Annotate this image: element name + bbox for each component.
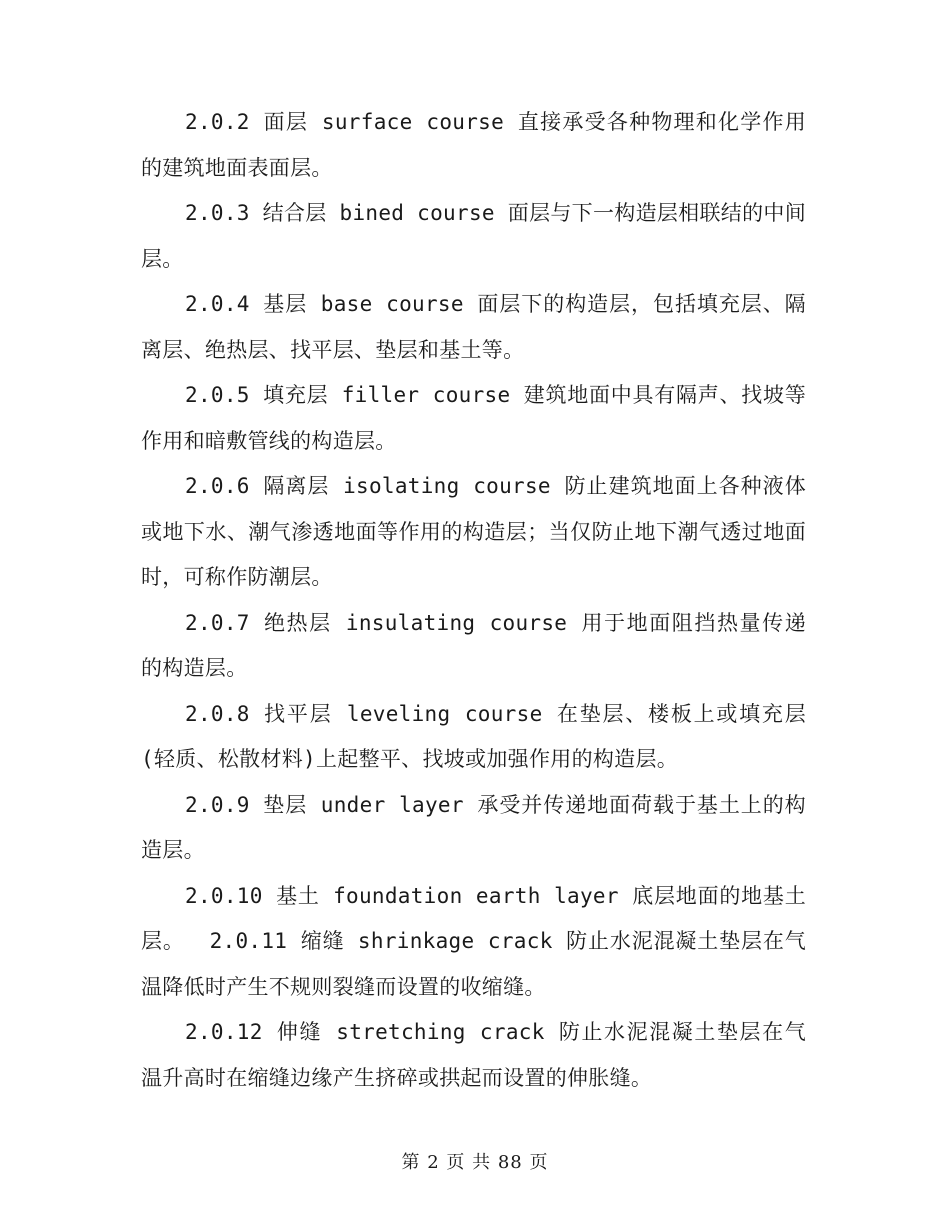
- paragraph-2-0-2: 2.0.2 面层 surface course 直接承受各种物理和化学作用的建筑地面表面层。: [141, 110, 806, 180]
- paragraph-2-0-4: 2.0.4 基层 base course 面层下的构造层，包括填充层、隔离层、绝热层、找平层、垫层和基土等。: [141, 292, 806, 362]
- paragraph-2-0-6: 2.0.6 隔离层 isolating course 防止建筑地面上各种液体或地下水、潮气渗透地面等作用的构造层；当仅防止地下潮气透过地面时，可称作防潮层。: [141, 474, 806, 589]
- paragraph-2-0-10: 2.0.10 基土 foundation earth layer 底层地面的地基土层。 2.0.11 缩缝 shrinkage crack 防止水泥混凝土垫层在气温降低时产生不规则裂缝而设置的收缩缝。: [141, 883, 806, 999]
- paragraph-2-0-9: 2.0.9 垫层 under layer 承受并传递地面荷载于基土上的构造层。: [141, 792, 806, 862]
- paragraph-2-0-7: 2.0.7 绝热层 insulating course 用于地面阻挡热量传递的构造层。: [141, 610, 806, 680]
- paragraph-2-0-3: 2.0.3 结合层 bined course 面层与下一构造层相联结的中间层。: [141, 201, 806, 271]
- document-body: [141, 100, 806, 1101]
- paragraph-2-0-8: 2.0.8 找平层 leveling course 在垫层、楼板上或填充层(轻质、松散材料)上起整平、找坡或加强作用的构造层。: [141, 701, 806, 771]
- paragraph-2-0-5: 2.0.5 填充层 filler course 建筑地面中具有隔声、找坡等作用和暗敷管线的构造层。: [141, 383, 806, 453]
- paragraph-2-0-12: 2.0.12 伸缝 stretching crack 防止水泥混凝土垫层在气温升高时在缩缝边缘产生挤碎或拱起而设置的伸胀缝。: [141, 1020, 806, 1090]
- page-footer: 第 2 页 共 88 页: [401, 1152, 549, 1173]
